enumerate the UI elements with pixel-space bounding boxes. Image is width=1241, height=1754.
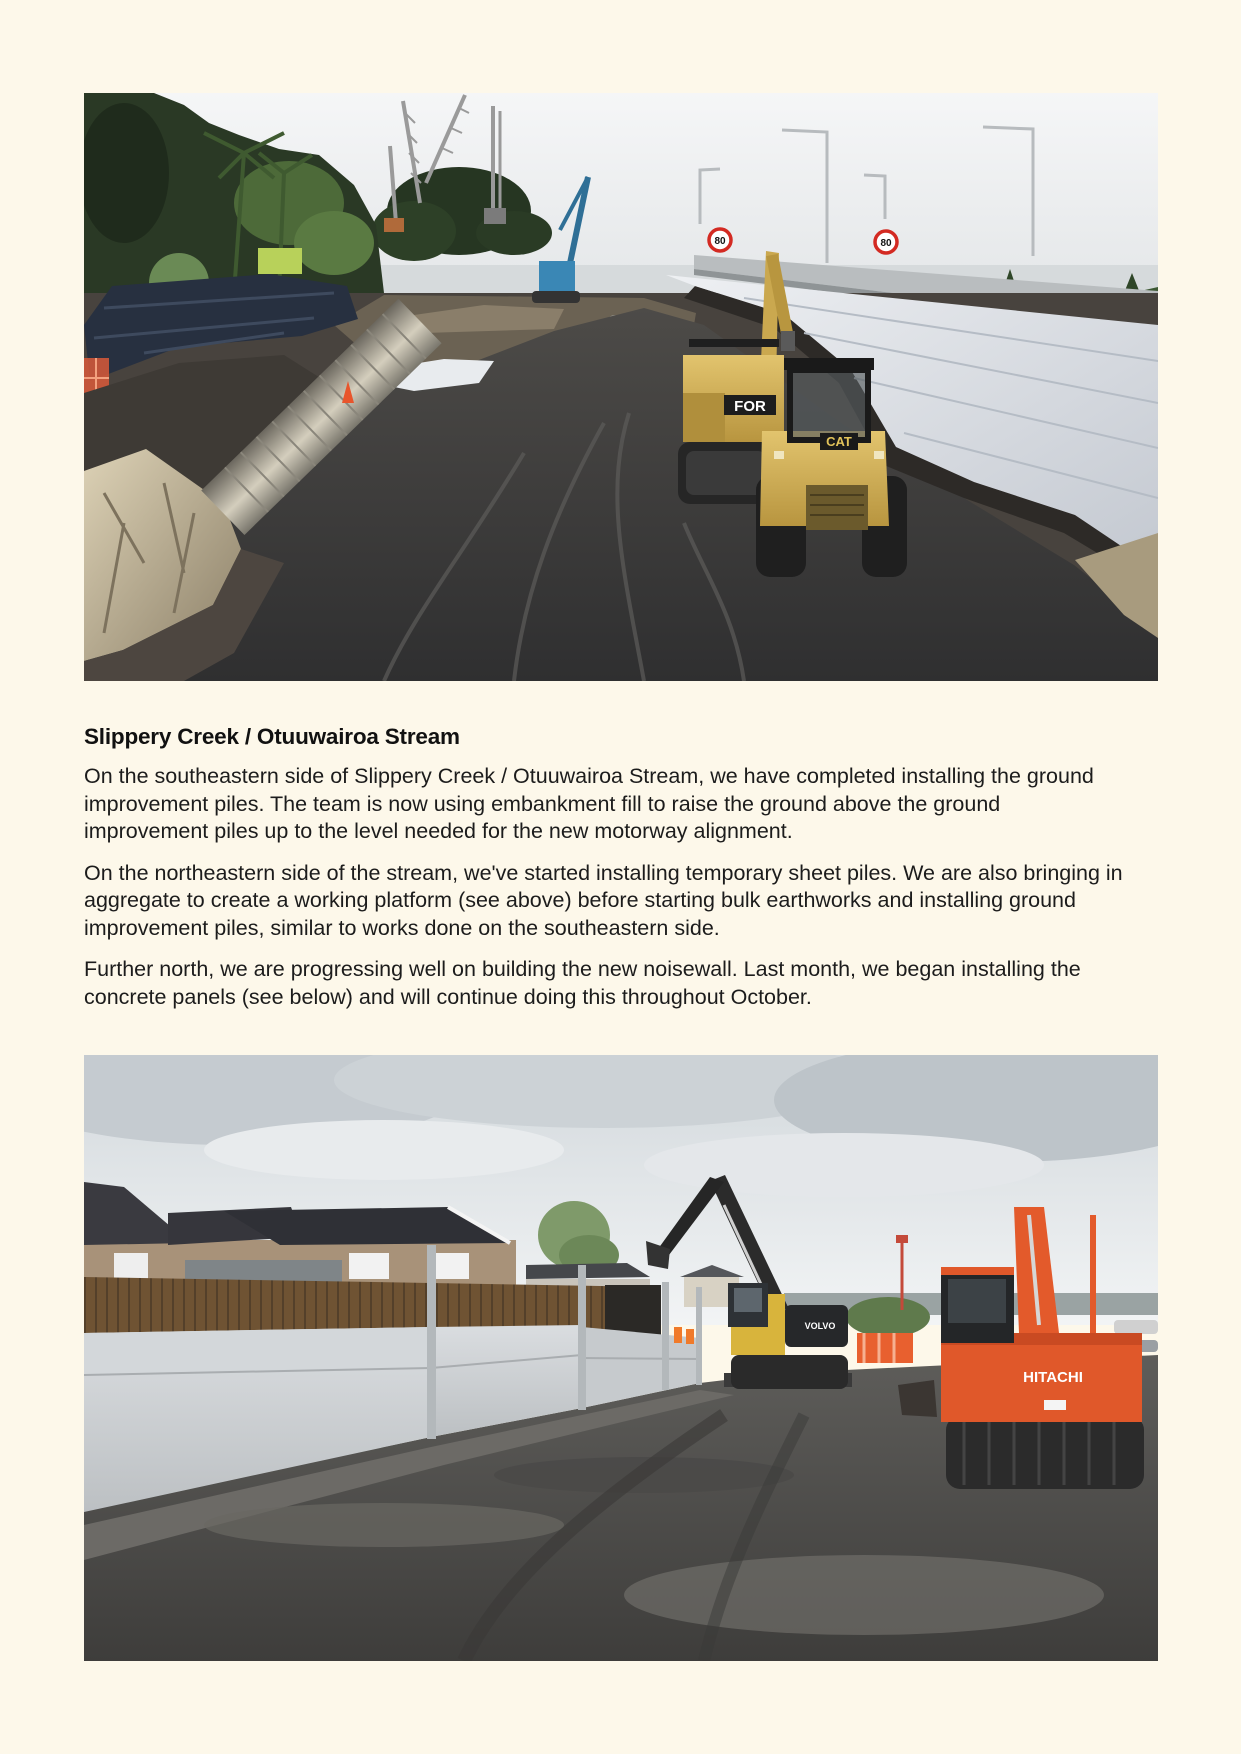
photo-working-platform xyxy=(84,93,1158,681)
orange-barriers xyxy=(857,1333,913,1363)
construction-site-photo xyxy=(84,93,1158,681)
speed-sign-right xyxy=(875,231,897,253)
paragraph-noisewall: Further north, we are progressing well on building the new noisewall. Last month, we began installing the concrete panels (see below) and will continue doing this throughout October. xyxy=(84,957,1081,1009)
photo-noisewall xyxy=(84,1055,1158,1661)
section-heading: Slippery Creek / Otuuwairoa Stream xyxy=(84,724,460,749)
noisewall-site-photo xyxy=(84,1055,1158,1661)
speed-sign-text: 80 xyxy=(880,238,892,249)
paragraph-northeastern-side: On the northeastern side of the stream, we've started installing temporary sheet piles. We are also bringing in aggregate to create a working platform (see above) before starting bulk earthworks and installing ground improvement piles, similar to works done on the southeastern side. xyxy=(84,860,1123,940)
hitachi-logo-text: HITACHI xyxy=(1023,1369,1083,1386)
speed-sign-left xyxy=(709,229,731,251)
speed-sign-text: 80 xyxy=(714,236,726,247)
article-body xyxy=(84,763,1129,1025)
paragraph-southeastern-side: On the southeastern side of Slippery Creek / Otuuwairoa Stream, we have completed installing the ground improvement piles. The team is now using embankment fill to raise the ground above the ground improvement piles up to the level needed for the new motorway alignment. xyxy=(84,764,1094,843)
roller-logo-text: CAT xyxy=(826,434,852,449)
excavator-logo-text: FOR xyxy=(734,398,766,415)
volvo-logo-text: VOLVO xyxy=(804,1321,836,1331)
